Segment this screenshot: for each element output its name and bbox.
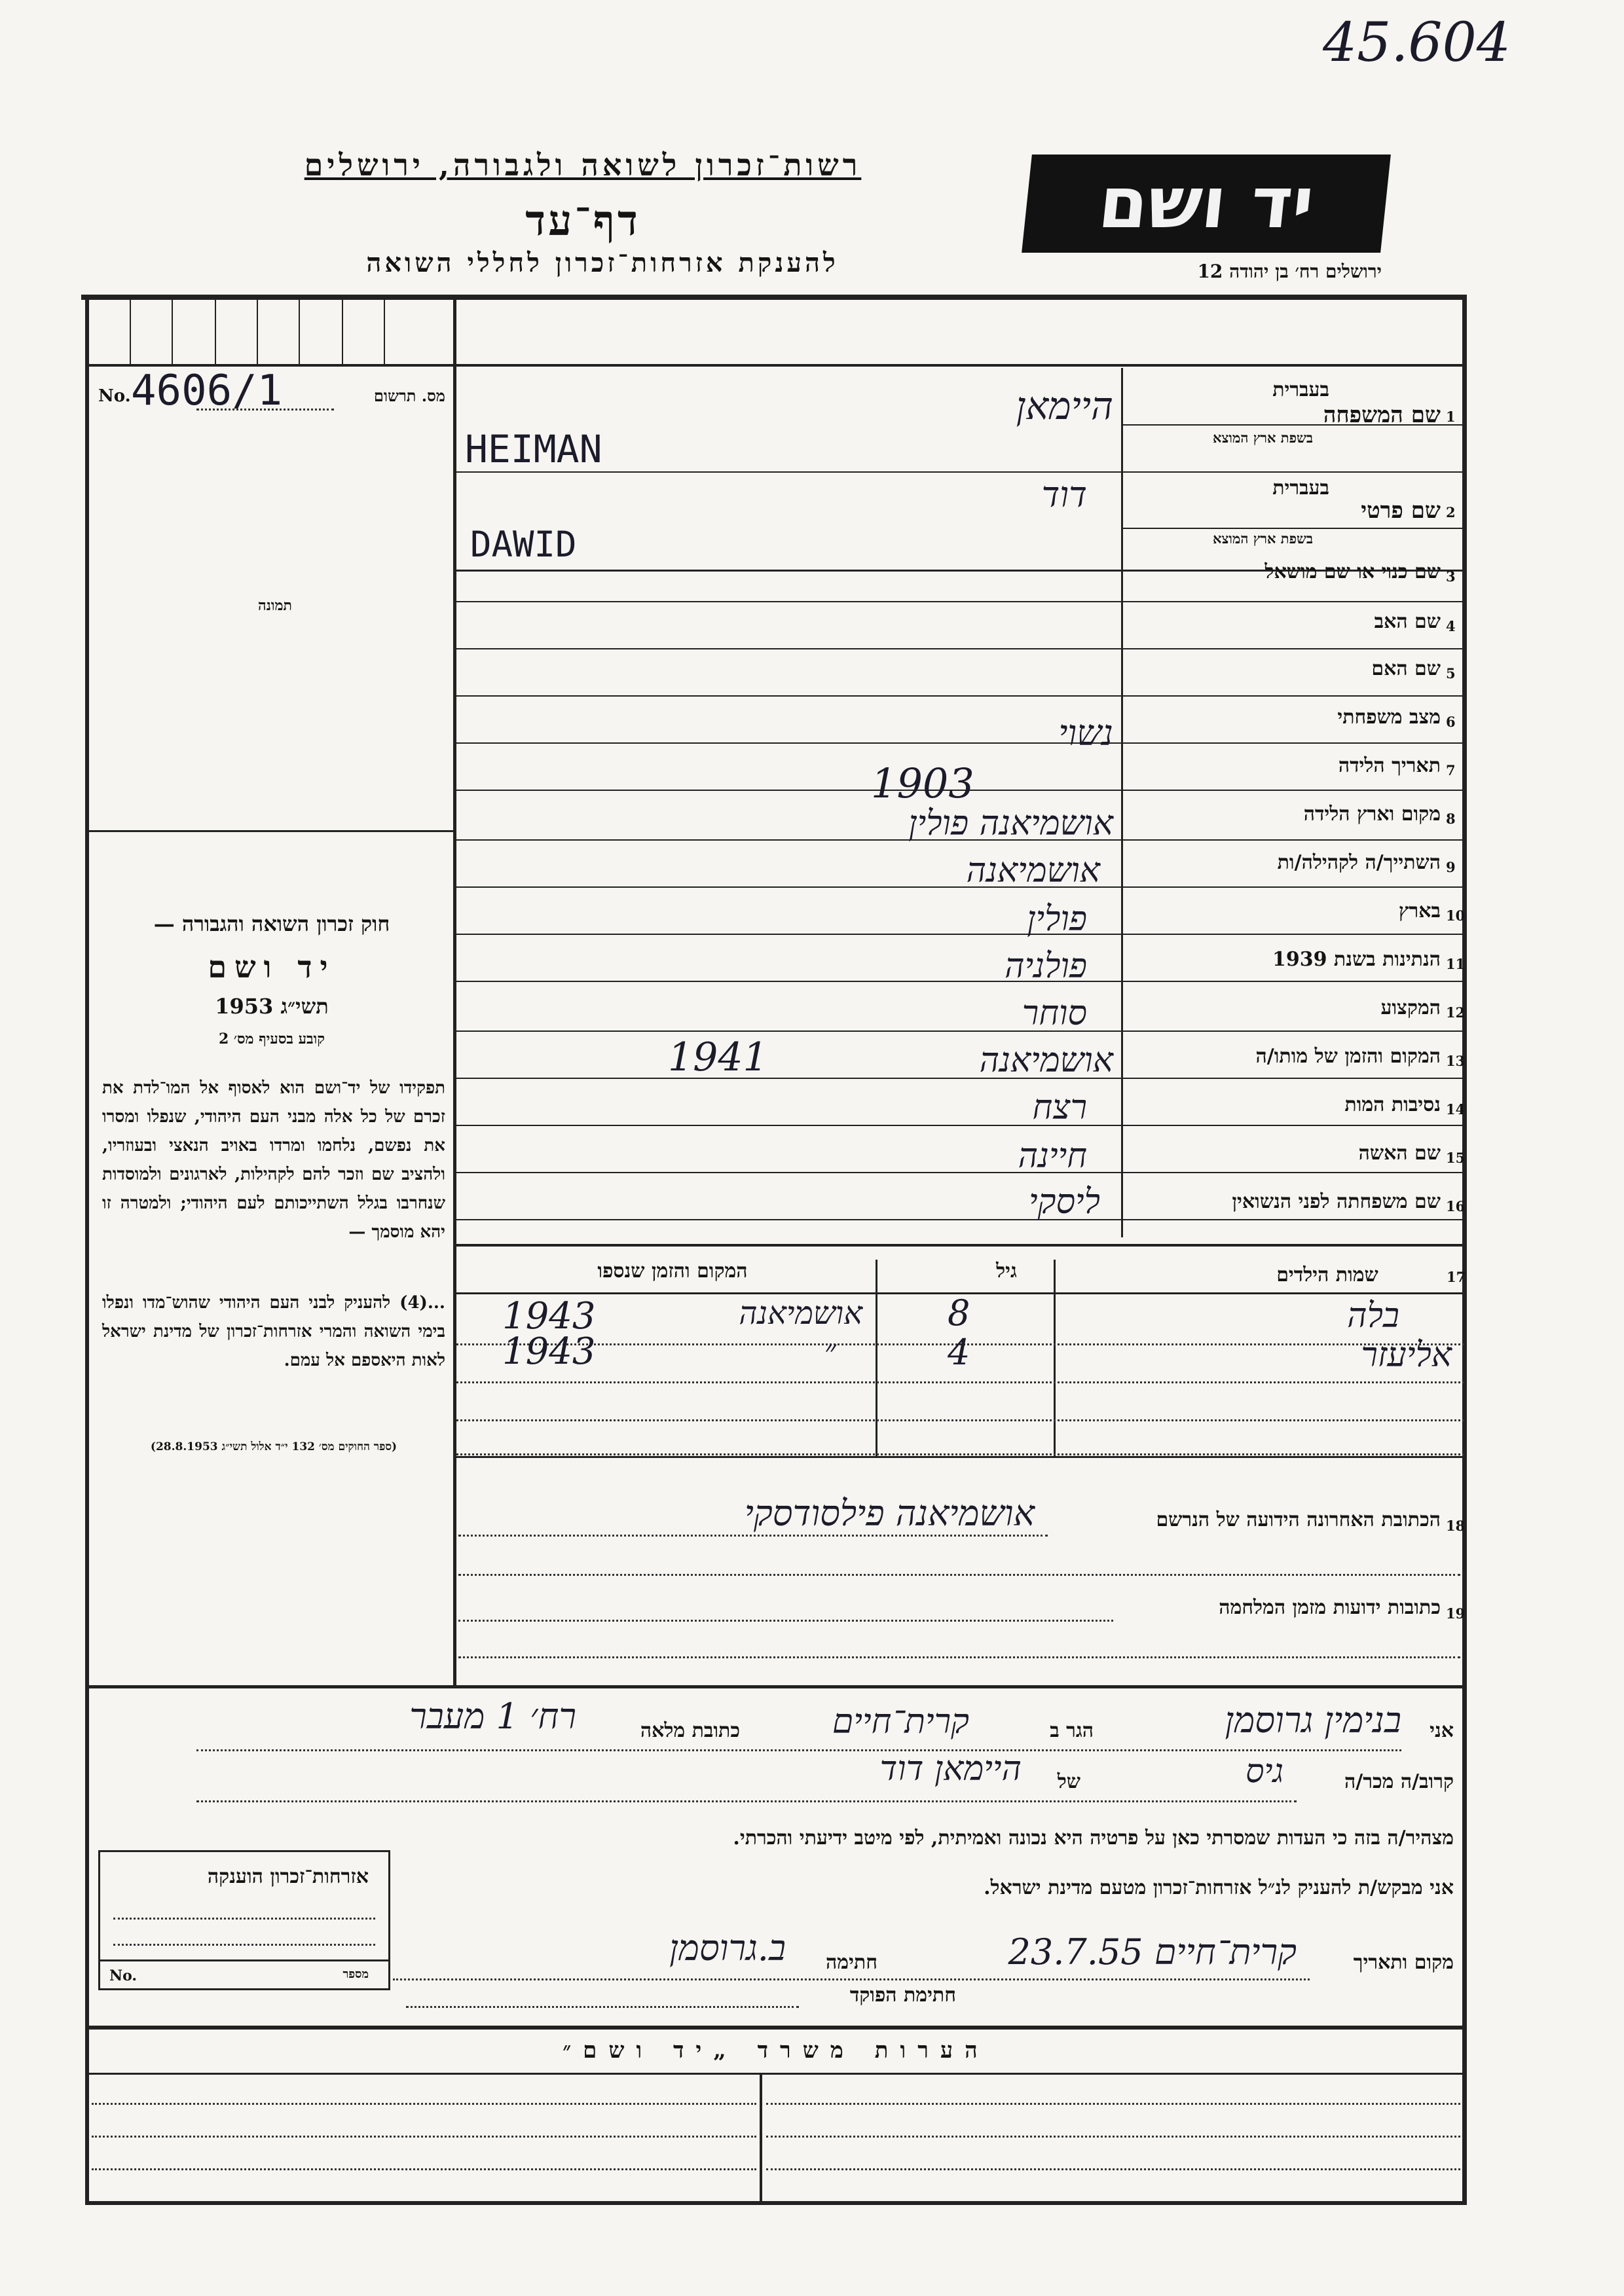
child-age: 8	[948, 1292, 970, 1334]
field-label-family-name: שם המשפחה	[1323, 402, 1441, 428]
value-citizenship-1939: פולניה	[1005, 947, 1087, 986]
child-death-place: ״	[824, 1333, 836, 1370]
declarant-full-address: רח׳ 1 מעבר	[409, 1696, 576, 1737]
form-title: דף־עד	[525, 196, 640, 246]
field-label-wife-name: שם האשה	[1358, 1142, 1441, 1165]
children-col-names: שמות הילדים	[1276, 1264, 1378, 1286]
yad-vashem-logo	[1022, 155, 1391, 253]
registration-number-value: 4606/1	[131, 367, 283, 415]
field-number: 8	[1446, 811, 1456, 827]
signature-label: חתימה	[826, 1951, 877, 1974]
field-number: 7	[1446, 762, 1456, 778]
field-label-death-circumstances: נסיבות המות	[1344, 1093, 1441, 1116]
law-citation: (ספר החוקים מס׳ 132 י״ד אלול תשי״ג 28.8.1953)	[150, 1440, 397, 1453]
law-name: יד ושם	[208, 949, 336, 985]
place-date-value: קרית־חיים 23.7.55	[1008, 1931, 1297, 1973]
registration-label: מס. תרשום	[373, 386, 445, 405]
field-number: 15	[1446, 1150, 1466, 1166]
child-age: 4	[948, 1332, 970, 1373]
children-col-place-time: המקום והזמן שנספו	[597, 1260, 748, 1283]
child-death-year: 1943	[502, 1330, 596, 1373]
field-label-death-place-time: המקום והזמן של מותו/ה	[1255, 1045, 1441, 1068]
value-wife-name: חיינה	[1018, 1137, 1087, 1176]
field-number: 9	[1446, 859, 1456, 875]
value-death-circumstances: רצח	[1032, 1088, 1087, 1127]
value-death-year: 1941	[668, 1034, 768, 1080]
value-birth-date: 1903	[871, 759, 974, 807]
child-name: אליעזר	[1361, 1336, 1452, 1375]
declarant-resides-label: הגר ב	[1050, 1719, 1094, 1742]
field-label-first-name: שם פרטי	[1361, 498, 1441, 524]
field-number: 6	[1446, 714, 1456, 730]
declarant-intro: אני	[1430, 1719, 1454, 1742]
declarant-city: קרית־חיים	[832, 1702, 969, 1741]
remarks-title: הערות משרד „יד ושם״	[563, 2037, 989, 2064]
children-col-age: גיל	[996, 1260, 1017, 1283]
header-address: ירושלים רח׳ בן יהודה 12	[1197, 261, 1382, 282]
value-death-place: אושמיאנה	[979, 1041, 1113, 1080]
declarant-of-label: של	[1057, 1770, 1080, 1793]
declarant-relation-label: קרוב/ה מכר/ה	[1344, 1770, 1454, 1793]
registration-no-prefix: No.	[98, 386, 131, 406]
declarant-signature: ב.גרוסמן	[669, 1927, 786, 1969]
declaration-statement-1: מצהיר/ה בזה כי העדות שמסרתי כאן על פרטיה היא נכונה ואמיתית, לפי מיטב ידיעתי והכרתי.	[733, 1827, 1454, 1850]
child-death-year: 1943	[502, 1295, 596, 1338]
memorial-citizenship-box	[98, 1850, 390, 1990]
field-number: 10	[1446, 907, 1466, 924]
field-sub-origin: בשפת ארץ המוצא	[1213, 429, 1313, 446]
declarant-name: בנימין גרוסמן	[1225, 1700, 1401, 1741]
value-family-name-origin: HEIMAN	[465, 427, 602, 471]
field-number: 17	[1447, 1269, 1466, 1285]
form-subtitle: להענקת אזרחות־זכרון לחללי השואה	[366, 247, 839, 278]
citizenship-box-no: No.	[109, 1967, 138, 1984]
declaration-statement-2: אני מבקש/ת להעניק לנ״ל אזרחות־זכרון מטעם מדינת ישראל.	[984, 1876, 1454, 1899]
citizenship-box-number-label: מספר	[342, 1967, 369, 1981]
office-use-boxes	[89, 300, 453, 364]
value-wife-maiden-name: ליסקי	[1028, 1182, 1100, 1222]
field-label-nickname: שם כנוי או שם מושאל	[1264, 560, 1441, 583]
declarant-full-address-label: כתובת מלאה	[640, 1719, 740, 1742]
field-number: 14	[1446, 1101, 1466, 1118]
value-profession: סוחר	[1022, 994, 1087, 1033]
law-paragraph-2: ...(4) להעניק לבני העם היהודי שהוש־מדו ונפלו בימי השואה והמרי אזרחות־זכרון של מדינת ישראל לאות היאספם אל עמם.	[102, 1293, 445, 1370]
field-sub-hebrew: בעברית	[1272, 477, 1329, 500]
photo-label: תמונה	[258, 597, 292, 614]
field-sub-hebrew: בעברית	[1272, 378, 1329, 401]
child-name: בלה	[1347, 1296, 1399, 1336]
field-label-birth-place: מקום וארץ הלידה	[1303, 803, 1441, 826]
declarant-relation: גיס	[1245, 1752, 1283, 1790]
field-number: 4	[1446, 618, 1456, 634]
field-number: 1	[1446, 409, 1456, 425]
value-last-address: אושמיאנה פילסודסקי	[744, 1493, 1035, 1534]
field-label-profession: המקצוע	[1380, 996, 1441, 1019]
value-country: פולין	[1027, 900, 1087, 939]
field-label-last-address: הכתובת האחרונה הידועה של הנרשם	[1156, 1508, 1441, 1531]
official-signature-label: חתימת הפוקד	[849, 1984, 956, 2007]
law-title: חוק זכרון השואה והגבורה —	[153, 911, 390, 936]
value-first-name-hebrew: דוד	[1041, 474, 1087, 515]
declarant-of-value: היימאן דוד	[879, 1749, 1022, 1789]
value-first-name-origin: DAWID	[470, 524, 577, 565]
child-death-place: אושמיאנה	[739, 1295, 862, 1332]
place-date-label: מקום ותאריך	[1353, 1951, 1454, 1974]
field-number: 12	[1446, 1004, 1466, 1021]
field-number: 16	[1446, 1198, 1466, 1214]
law-clause: קובע בסעיף מס׳ 2	[218, 1030, 325, 1048]
field-number: 3	[1446, 568, 1456, 585]
value-birth-place: אושמיאנה פולין	[908, 804, 1113, 843]
field-label-birth-date: תאריך הלידה	[1338, 754, 1441, 777]
field-label-wife-maiden-name: שם משפחתה לפני הנשואין	[1232, 1190, 1441, 1213]
field-number: 19	[1446, 1605, 1466, 1622]
authority-line: רשות־זכרון לשואה ולגבורה, ירושלים	[304, 147, 862, 183]
field-label-father-name: שם האב	[1374, 610, 1441, 633]
field-label-country: בארץ	[1398, 900, 1441, 922]
law-paragraph-1: תפקידו של יד־ושם הוא לאסוף אל המו־לדת את זכרם של כל אלה מבני העם היהודי, שנפלו ומסרו את נפשם, נלחמו ומרדו באויב הנאצי ובעוזריו, ולהציב שם וזכר להם לקהילות, לארגונים ולמוסדות שנחרבו בגלל השתייכותם לעם היהודי; ולמטרה זו יהא מוסמך —	[102, 1078, 445, 1242]
field-label-community: השתייך/ה לקהילה/ות	[1277, 851, 1441, 874]
archive-number: 45.604	[1323, 12, 1511, 74]
field-number: 18	[1446, 1518, 1466, 1534]
value-community: אושמיאנה	[966, 851, 1100, 890]
field-label-war-addresses: כתובות ידועות מזמן המלחמה	[1219, 1596, 1441, 1619]
field-label-marital-status: מצב משפחתי	[1337, 706, 1441, 729]
field-label-mother-name: שם האם	[1371, 657, 1441, 680]
citizenship-box-title: אזרחות־זכרון הוענקה	[207, 1865, 369, 1888]
field-label-citizenship-1939: הנתינות בשנת 1939	[1272, 948, 1441, 971]
field-number: 2	[1446, 504, 1456, 520]
field-number: 11	[1446, 956, 1466, 972]
value-marital-status: נשוי	[1058, 712, 1113, 754]
logo-text: יד ושם	[1094, 162, 1318, 244]
law-year: תשי״ג 1953	[215, 994, 329, 1019]
field-sub-origin: בשפת ארץ המוצא	[1213, 530, 1313, 547]
field-number: 13	[1446, 1053, 1466, 1069]
field-number: 5	[1446, 665, 1456, 682]
children-table	[456, 1247, 1464, 1456]
value-family-name-hebrew: היימאן	[1016, 384, 1113, 428]
